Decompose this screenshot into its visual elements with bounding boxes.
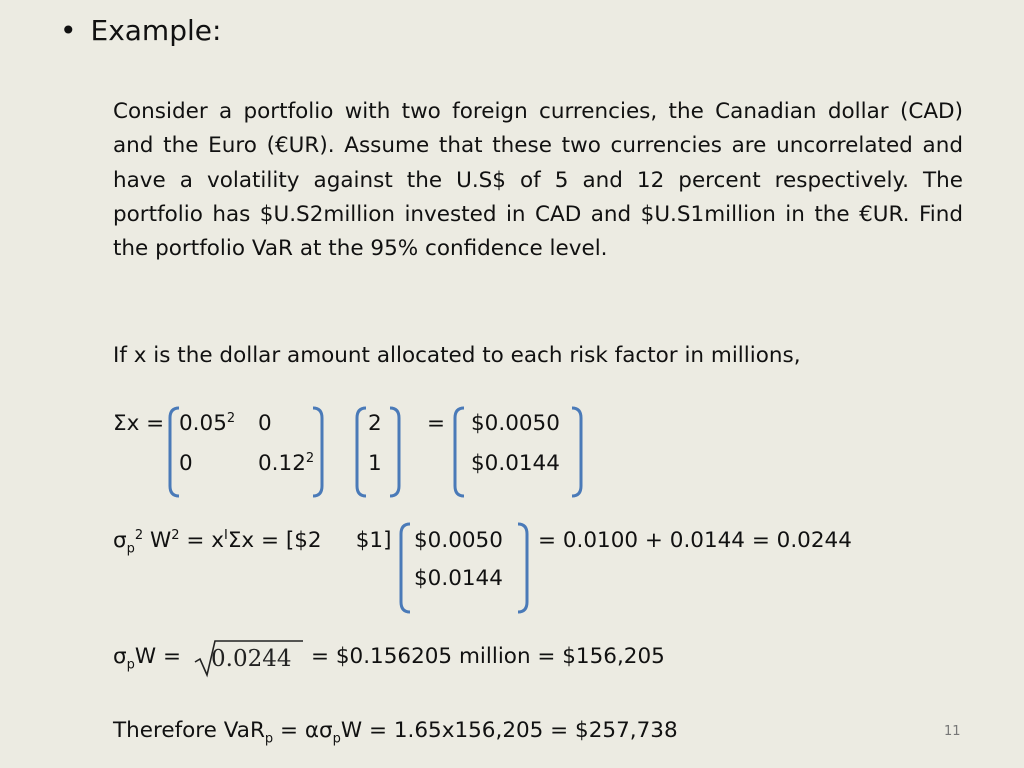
- equals-sign: =: [427, 411, 446, 436]
- sigma-x-lhs: Σx =: [113, 411, 165, 436]
- bullet-icon: •: [60, 14, 77, 47]
- variance-result: = 0.0100 + 0.0144 = 0.0244: [538, 528, 852, 553]
- std-lhs: $\sigma_pW$ =: [113, 644, 182, 673]
- result-left-bracket: [452, 406, 466, 498]
- heading-text: Example:: [90, 14, 222, 47]
- page-number: 11: [944, 724, 961, 739]
- vector-cell-2: 1: [368, 451, 382, 476]
- column-left-bracket: [398, 522, 412, 614]
- std-result: = $0.156205 million = $156,205: [311, 644, 665, 669]
- result-cell-2: $0.0144: [471, 451, 560, 476]
- vector-right-bracket: [388, 406, 402, 498]
- column-right-bracket: [516, 522, 530, 614]
- variance-lhs: $\sigma_p^2$ $W^2 = x^I\Sigma x$ = [$2 $1]: [113, 528, 392, 557]
- result-cell-1: $0.0050: [471, 411, 560, 436]
- vector-cell-1: 2: [368, 411, 382, 436]
- x-definition-line: If x is the dollar amount allocated to each risk factor in millions,: [113, 343, 801, 368]
- matrix-cell-21: 0: [179, 451, 193, 476]
- result-right-bracket: [570, 406, 584, 498]
- matrix-cell-11: 0.05$^2$: [179, 411, 236, 437]
- matrix-cell-22: 0.12$^2$: [258, 451, 315, 477]
- column-cell-2: $0.0144: [414, 566, 503, 591]
- var-conclusion: Therefore $VaR_p = \alpha\sigma_pW = 1.65x156,205$ = $257,738: [113, 718, 678, 747]
- problem-paragraph: Consider a portfolio with two foreign currencies, the Canadian dollar (CAD) and the Euro (€UR). Assume that these two currencies are uncorrelated and have a volatility against the U.S$ of 5 and 12 percent respectively. The portfolio has $U.S2million invested in CAD and $U.S1million in the €UR. Find the portfolio VaR at the 95% confidence level.: [113, 99, 963, 262]
- matrix-cell-12: 0: [258, 411, 272, 436]
- matrix-right-bracket: [311, 406, 325, 498]
- vector-left-bracket: [354, 406, 368, 498]
- sqrt-radicand: 0.0244: [211, 646, 292, 672]
- slide-heading: [60, 14, 221, 47]
- column-cell-1: $0.0050: [414, 528, 503, 553]
